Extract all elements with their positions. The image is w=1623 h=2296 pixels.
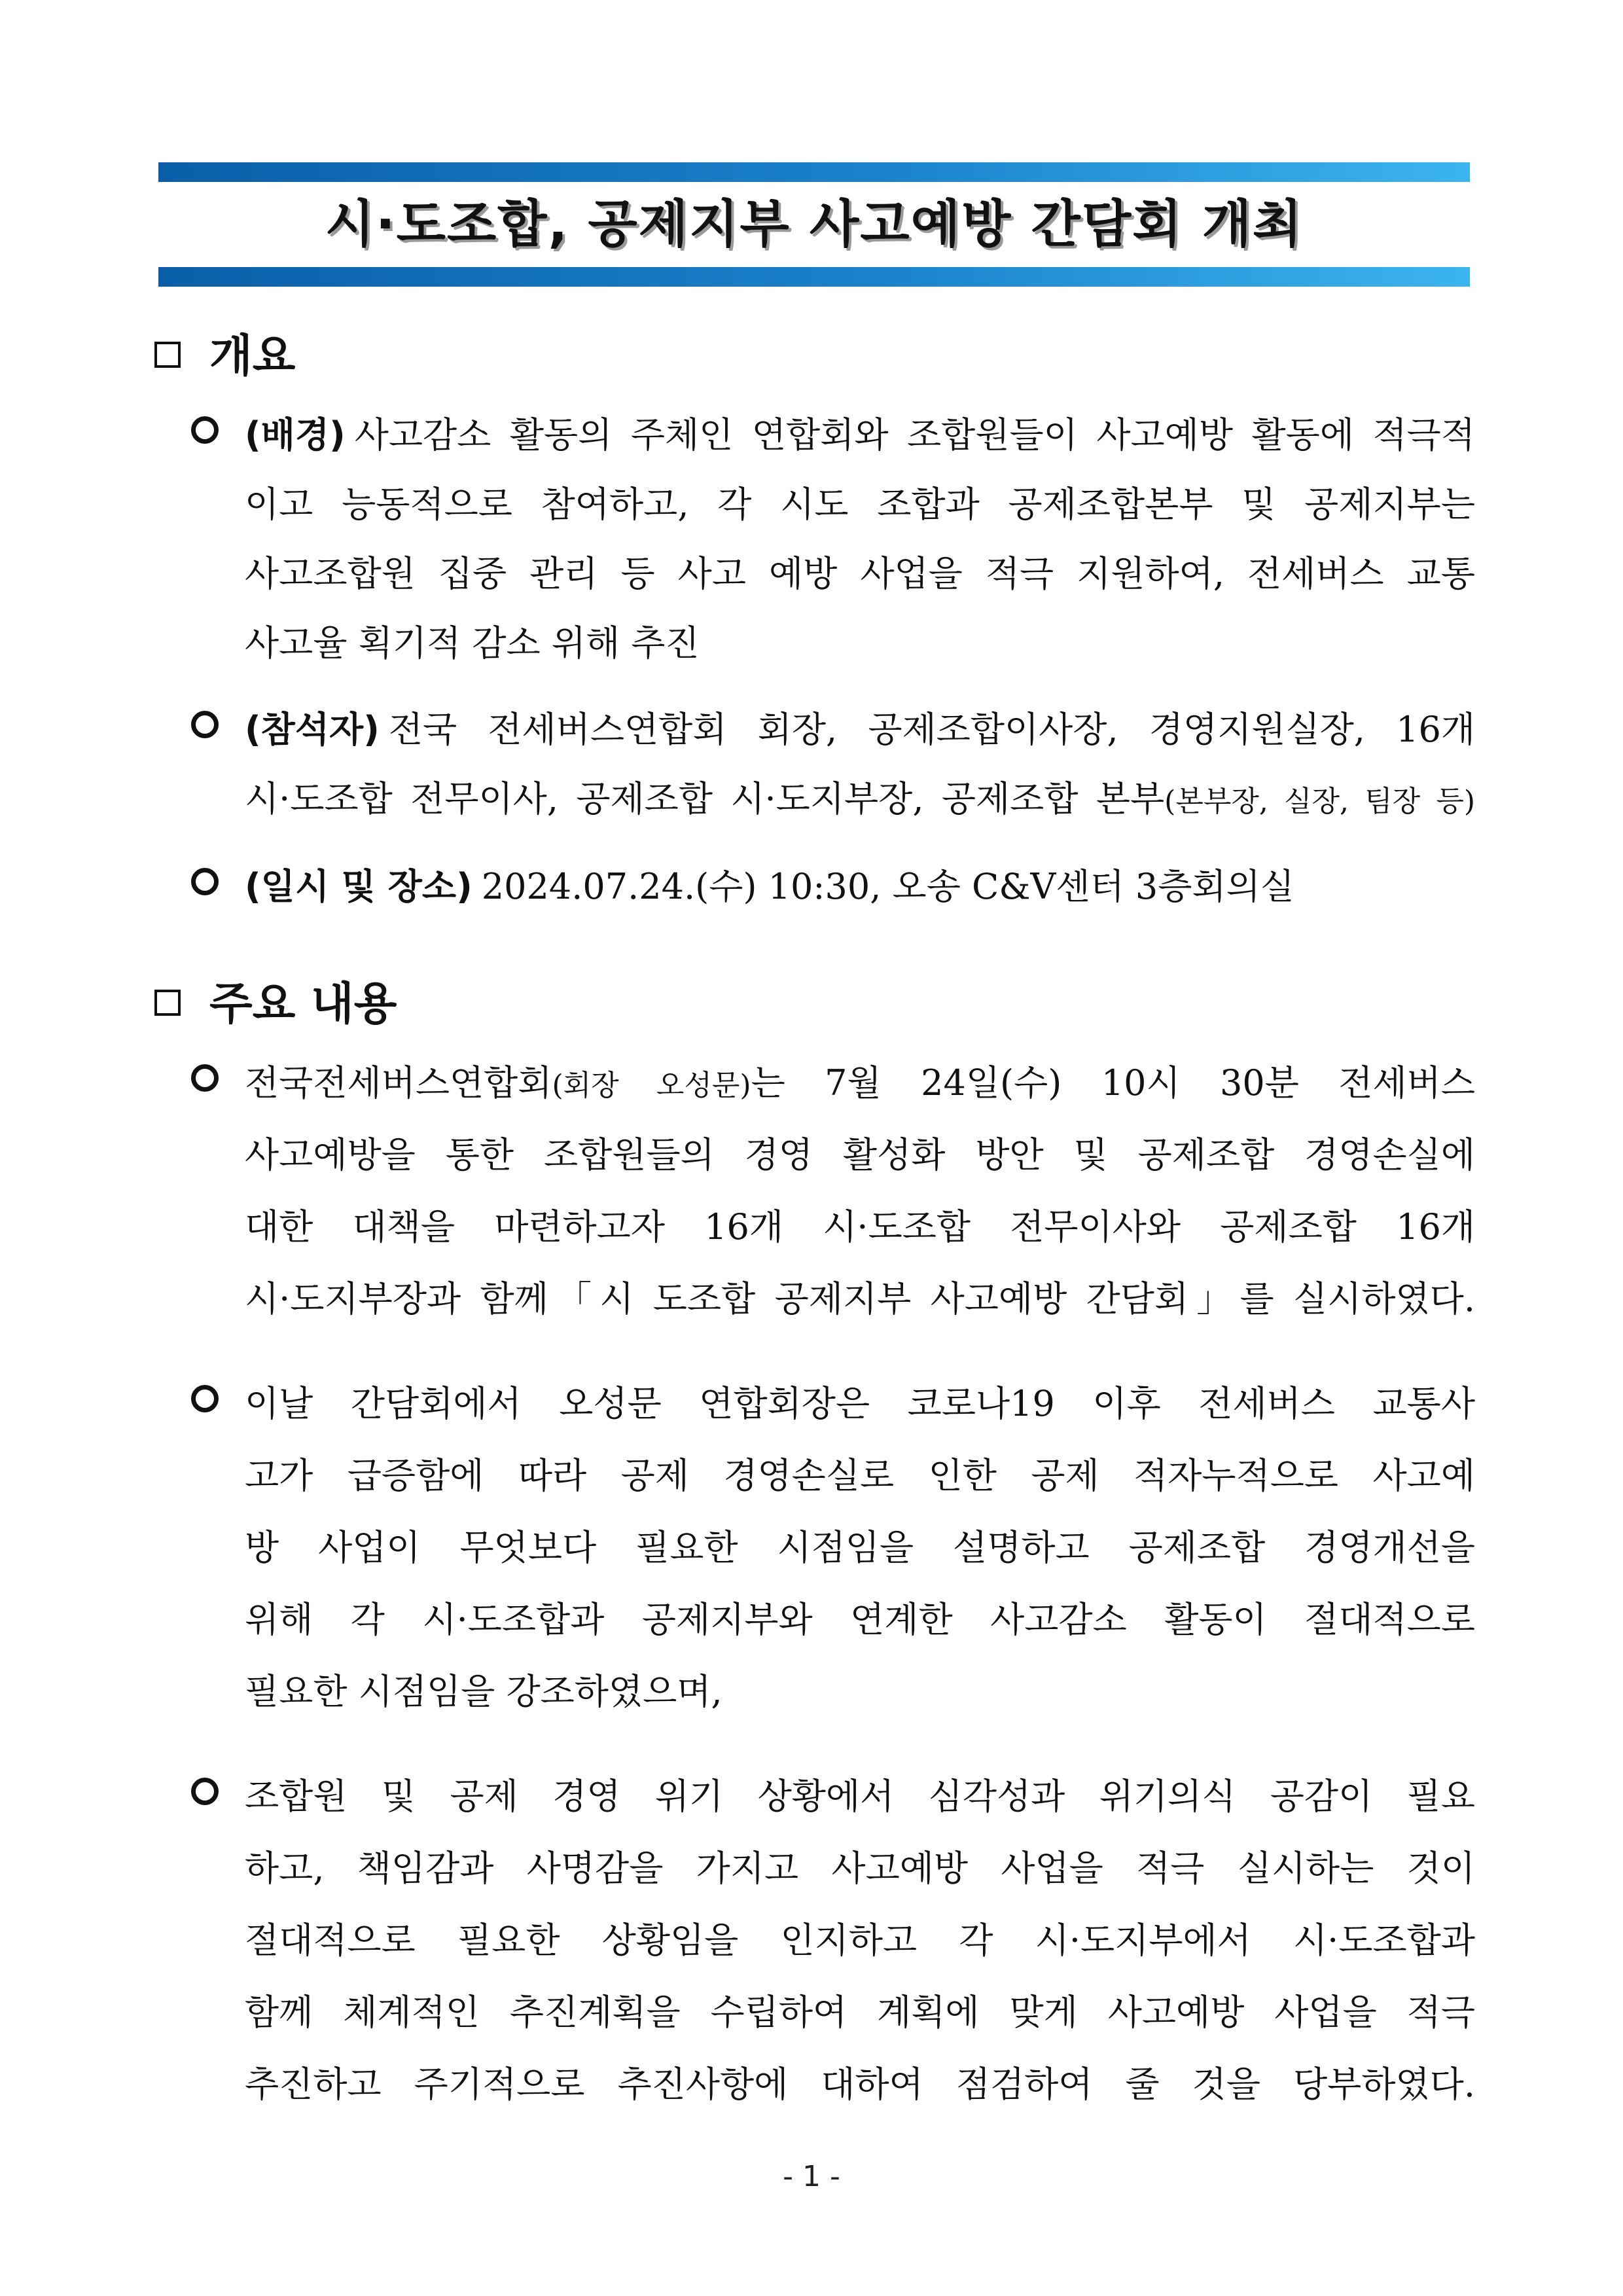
circle-bullet-icon <box>191 1064 219 1092</box>
para3-line-3: 절대적으로 필요한 상황임을 인지하고 각 시·도지부에서 시·도조합과 <box>245 1920 1475 1961</box>
checkbox-square-icon <box>154 342 181 368</box>
circle-bullet-icon <box>191 868 219 895</box>
section-main-title: 주요 내용 <box>209 978 397 1030</box>
checkbox-square-icon <box>154 990 181 1016</box>
para1-line-3: 대한 대책을 마련하고자 16개 시·도조합 전무이사와 공제조합 16개 <box>245 1206 1475 1247</box>
circle-bullet-icon <box>191 416 219 444</box>
datetime-label: (일시 및 장소) <box>245 866 473 907</box>
circle-bullet-icon <box>191 711 219 738</box>
para3-line-1: 조합원 및 공제 경영 위기 상황에서 심각성과 위기의식 공감이 필요 <box>245 1776 1475 1817</box>
section-overview-title: 개요 <box>209 331 296 382</box>
para3-line-4: 함께 체계적인 추진계획을 수립하여 계획에 맞게 사고예방 사업을 적극 <box>245 1992 1475 2033</box>
page-title: 시·도조합, 공제지부 사고예방 간담회 개최 <box>325 195 1304 254</box>
attendees-line-2 <box>245 770 1475 843</box>
background-line-2: 이고 능동적으로 참여하고, 각 시도 조합과 공제조합본부 및 공제지부는 <box>245 484 1475 525</box>
para1-line-1-a: 전국전세버스연합회 <box>245 1062 552 1103</box>
attendees-line-1 <box>245 700 1475 774</box>
attendees-label: (참석자) <box>245 709 380 750</box>
para2-line-3: 방 사업이 무엇보다 필요한 시점임을 설명하고 공제조합 경영개선을 <box>245 1527 1475 1568</box>
background-line-3: 사고조합원 집중 관리 등 사고 예방 사업을 적극 지원하여, 전세버스 교통 <box>245 553 1475 594</box>
attendees-line-2-text: 시·도조합 전무이사, 공제조합 시·도지부장, 공제조합 본부 <box>245 778 1165 819</box>
para2-line-5: 필요한 시점임을 강조하였으며, <box>245 1671 722 1712</box>
title-top-bar <box>158 162 1470 182</box>
para1-line-1-small: (회장 오성문) <box>552 1069 751 1102</box>
para2-line-4: 위해 각 시·도조합과 공제지부와 연계한 사고감소 활동이 절대적으로 <box>245 1599 1475 1640</box>
background-line-1 <box>245 406 1475 479</box>
background-line-1-text: 사고감소 활동의 주체인 연합회와 조합원들이 사고예방 활동에 적극적 <box>354 414 1475 456</box>
section-overview-heading <box>154 321 295 384</box>
para2-line-2: 고가 급증함에 따라 공제 경영손실로 인한 공제 적자누적으로 사고예 <box>245 1455 1475 1496</box>
background-line-4: 사고율 획기적 감소 위해 추진 <box>245 622 700 664</box>
background-label: (배경) <box>245 414 346 456</box>
title-block <box>158 162 1470 287</box>
datetime-text: 2024.07.24.(수) 10:30, 오송 C&V센터 3층회의실 <box>481 866 1294 907</box>
para2-line-1: 이날 간담회에서 오성문 연합회장은 코로나19 이후 전세버스 교통사 <box>245 1383 1475 1424</box>
circle-bullet-icon <box>191 1778 219 1805</box>
title-bottom-bar <box>158 267 1470 287</box>
page-number: - 1 - <box>783 2160 840 2193</box>
circle-bullet-icon <box>191 1385 219 1412</box>
para1-line-2: 사고예방을 통한 조합원들의 경영 활성화 방안 및 공제조합 경영손실에 <box>245 1134 1475 1175</box>
datetime-line <box>245 857 1475 931</box>
para1-line-1 <box>245 1054 1475 1127</box>
section-main-heading <box>154 969 397 1032</box>
para3-line-5: 추진하고 주기적으로 추진사항에 대하여 점검하여 줄 것을 당부하였다. <box>245 2064 1475 2105</box>
para1-line-1-b: 는 7월 24일(수) 10시 30분 전세버스 <box>751 1062 1475 1103</box>
para1-line-4: 시·도지부장과 함께「시 도조합 공제지부 사고예방 간담회」를 실시하였다. <box>245 1278 1475 1319</box>
attendees-line-2-small: (본부장, 실장, 팀장 등) <box>1164 785 1475 818</box>
attendees-line-1-text: 전국 전세버스연합회 회장, 공제조합이사장, 경영지원실장, 16개 <box>388 709 1475 750</box>
para3-line-2: 하고, 책임감과 사명감을 가지고 사고예방 사업을 적극 실시하는 것이 <box>245 1848 1475 1889</box>
